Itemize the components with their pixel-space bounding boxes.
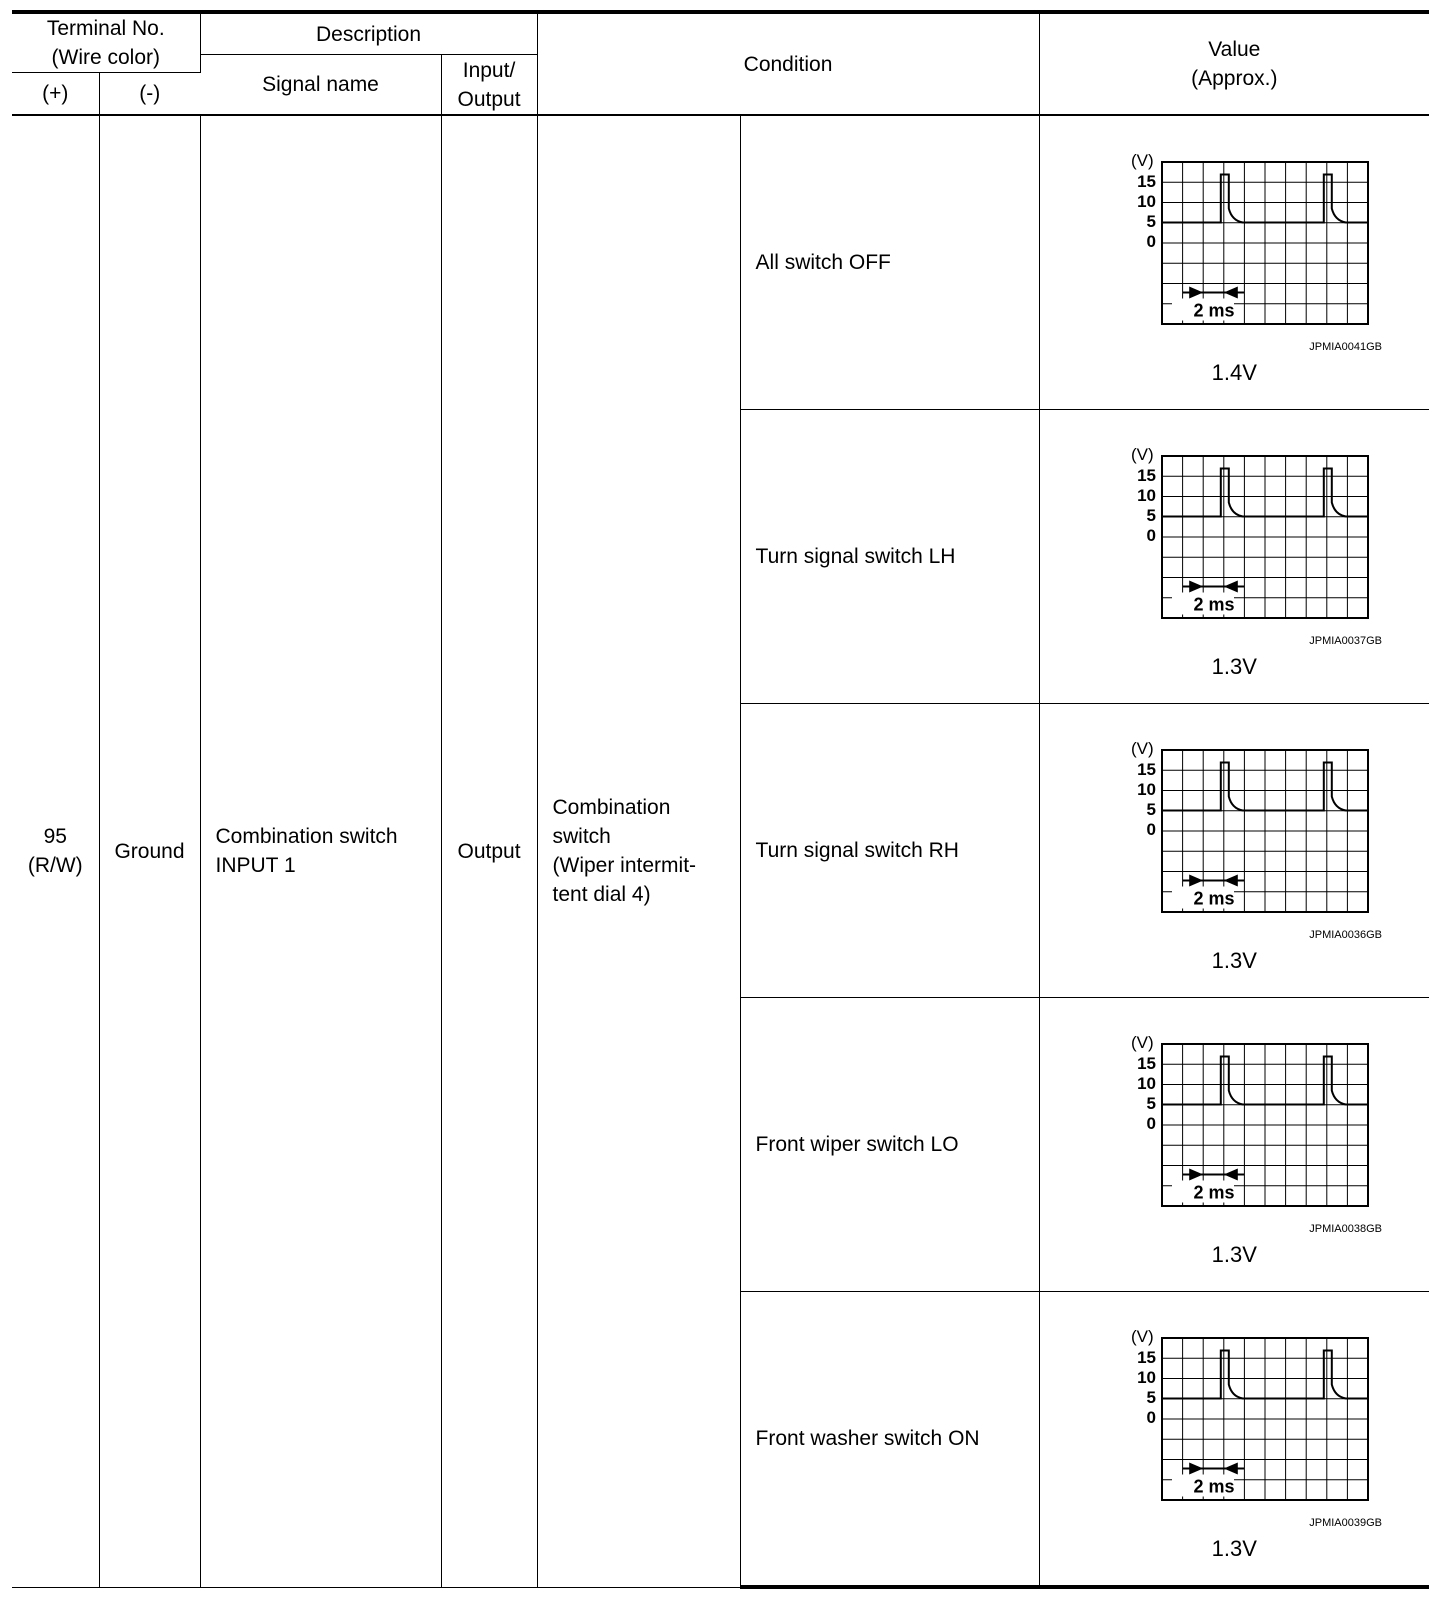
volt-unit-label: (V) — [1131, 738, 1154, 758]
approx-label: (Approx.) — [1191, 67, 1278, 90]
time-scale-arrow — [1224, 286, 1238, 298]
volt-unit-label: (V) — [1131, 444, 1154, 464]
waveform-graph — [1084, 728, 1384, 946]
time-scale-label: 2 ms — [1193, 1182, 1235, 1202]
waveform-graph — [1084, 434, 1384, 652]
figure-code: JPMIA0041GB — [1309, 340, 1383, 353]
plus-header: (+) — [12, 73, 99, 116]
terminal-number: 95 — [43, 825, 67, 849]
time-scale-arrow — [1189, 874, 1203, 886]
output-label: Output — [457, 87, 521, 111]
y-tick-10: 10 — [1137, 1367, 1157, 1387]
value-text: 1.4V — [1211, 359, 1257, 385]
time-scale-arrow — [1224, 580, 1238, 592]
condition-group-cell — [537, 115, 740, 1587]
minus-header: (-) — [99, 73, 200, 116]
input-output-header — [441, 55, 537, 116]
condition-cell: All switch OFF — [740, 115, 1039, 410]
terminal-no-label: Terminal No. — [46, 17, 165, 40]
terminal-wire-color: (R/W) — [27, 854, 83, 878]
condition-line-2: switch — [552, 825, 611, 849]
signal-name-cell — [200, 115, 441, 1587]
y-tick-0: 0 — [1146, 525, 1157, 545]
value-text: 1.3V — [1211, 653, 1257, 679]
y-tick-10: 10 — [1137, 1073, 1157, 1093]
condition-line-1: Combination — [552, 796, 671, 820]
signal-name-header: Signal name — [200, 55, 441, 116]
time-scale-arrow — [1189, 580, 1203, 592]
y-tick-0: 0 — [1146, 1407, 1157, 1427]
time-scale-arrow — [1189, 286, 1203, 298]
condition-line-3: (Wiper intermit- — [552, 854, 697, 878]
figure-code: JPMIA0036GB — [1309, 928, 1383, 941]
y-tick-5: 5 — [1146, 1093, 1157, 1113]
waveform-graph — [1084, 1022, 1384, 1240]
time-scale-arrow — [1189, 1168, 1203, 1180]
signal-name-line-1: Combination switch — [215, 825, 398, 849]
terminal-spec-table — [12, 10, 1429, 1589]
waveform-graph — [1084, 140, 1384, 358]
signal-name-line-2: INPUT 1 — [215, 854, 296, 878]
time-scale-label: 2 ms — [1193, 594, 1235, 614]
input-label: Input/ — [462, 58, 516, 82]
y-tick-10: 10 — [1137, 191, 1157, 211]
y-tick-15: 15 — [1137, 465, 1157, 485]
y-tick-5: 5 — [1146, 1387, 1157, 1407]
y-tick-10: 10 — [1137, 485, 1157, 505]
y-tick-15: 15 — [1137, 1347, 1157, 1367]
time-scale-arrow — [1189, 1462, 1203, 1474]
description-header: Description — [200, 12, 537, 55]
y-tick-5: 5 — [1146, 505, 1157, 525]
y-tick-0: 0 — [1146, 1113, 1157, 1133]
y-tick-0: 0 — [1146, 819, 1157, 839]
time-scale-label: 2 ms — [1193, 1476, 1235, 1496]
value-cell — [1039, 115, 1429, 410]
time-scale-label: 2 ms — [1193, 300, 1235, 320]
condition-line-4: tent dial 4) — [552, 883, 651, 907]
figure-code: JPMIA0039GB — [1309, 1516, 1383, 1529]
ground-cell: Ground — [99, 115, 200, 1587]
figure-code: JPMIA0038GB — [1309, 1222, 1383, 1235]
terminal-no-header — [12, 12, 200, 73]
condition-cell: Front wiper switch LO — [740, 998, 1039, 1292]
y-tick-5: 5 — [1146, 799, 1157, 819]
y-tick-15: 15 — [1137, 171, 1157, 191]
volt-unit-label: (V) — [1131, 1326, 1154, 1346]
condition-cell: Turn signal switch LH — [740, 410, 1039, 704]
condition-cell: Turn signal switch RH — [740, 704, 1039, 998]
figure-code: JPMIA0037GB — [1309, 634, 1383, 647]
value-cell — [1039, 1292, 1429, 1588]
value-cell — [1039, 410, 1429, 704]
y-tick-15: 15 — [1137, 759, 1157, 779]
condition-cell: Front washer switch ON — [740, 1292, 1039, 1588]
value-label: Value — [1208, 38, 1261, 61]
value-header — [1039, 12, 1429, 115]
time-scale-label: 2 ms — [1193, 888, 1235, 908]
waveform-graph — [1084, 1316, 1384, 1534]
terminal-cell — [12, 115, 99, 1587]
time-scale-arrow — [1224, 874, 1238, 886]
wire-color-label: (Wire color) — [51, 46, 160, 69]
y-tick-10: 10 — [1137, 779, 1157, 799]
y-tick-15: 15 — [1137, 1053, 1157, 1073]
condition-header: Condition — [537, 12, 1039, 115]
time-scale-arrow — [1224, 1462, 1238, 1474]
value-cell — [1039, 704, 1429, 998]
y-tick-0: 0 — [1146, 231, 1157, 251]
volt-unit-label: (V) — [1131, 1032, 1154, 1052]
value-cell — [1039, 998, 1429, 1292]
y-tick-5: 5 — [1146, 211, 1157, 231]
value-text: 1.3V — [1211, 1241, 1257, 1267]
value-text: 1.3V — [1211, 947, 1257, 973]
value-text: 1.3V — [1211, 1535, 1257, 1561]
volt-unit-label: (V) — [1131, 150, 1154, 170]
io-cell: Output — [441, 115, 537, 1587]
time-scale-arrow — [1224, 1168, 1238, 1180]
